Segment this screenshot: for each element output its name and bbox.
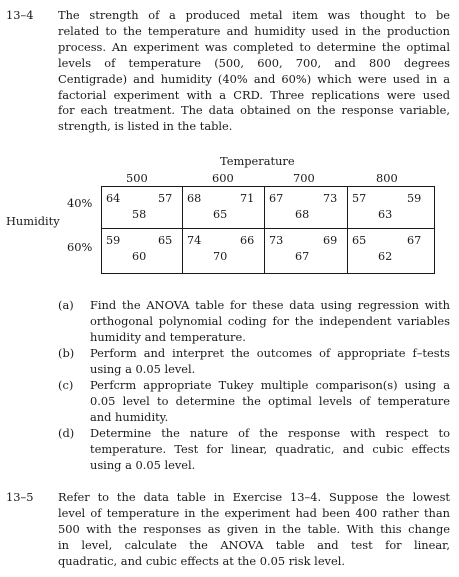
table-cell: 69 xyxy=(323,234,338,247)
text-line: Perfcrm appropriate Tukey multiple comparison(s) using a xyxy=(90,378,450,392)
text-line: Determine the nature of the response with respect to xyxy=(90,426,450,440)
table-cell: 58 xyxy=(132,208,147,221)
text-line: Refer to the data table in Exercise 13–4. Suppose the lowest xyxy=(58,490,450,504)
question-text xyxy=(90,298,450,346)
table-cell: 67 xyxy=(269,192,284,205)
table-cell: 70 xyxy=(213,250,228,263)
grid-divider xyxy=(347,187,348,273)
text-line: in level, calculate the ANOVA table and test for linear, xyxy=(58,537,450,552)
exercise-number: 13–5 xyxy=(6,490,34,504)
text-line: levels of temperature (500, 600, 700, and 800 degrees xyxy=(58,55,450,70)
column-header: 700 xyxy=(293,171,315,185)
text-line: Perform and interpret the outcomes of appropriate f–tests xyxy=(90,346,450,360)
exercise-number: 13–4 xyxy=(6,8,34,22)
grid-divider xyxy=(182,187,183,273)
text-line: Centigrade) and humidity (40% and 60%) which were used in a xyxy=(58,71,450,86)
table-cell: 62 xyxy=(378,250,393,263)
column-header: 600 xyxy=(212,171,234,185)
table-cell: 68 xyxy=(187,192,202,205)
table-cell: 67 xyxy=(295,250,310,263)
text-line: using a 0.05 level. xyxy=(90,457,196,472)
table-cell: 66 xyxy=(240,234,255,247)
table-cell: 60 xyxy=(132,250,147,263)
question-label: (d) xyxy=(58,426,75,440)
question-label: (c) xyxy=(58,378,74,392)
question-label: (a) xyxy=(58,298,74,312)
table-cell: 67 xyxy=(407,234,422,247)
row-factor-label: Humidity xyxy=(6,214,60,228)
question-text xyxy=(90,426,450,474)
question-text xyxy=(90,378,450,426)
table-cell: 73 xyxy=(269,234,284,247)
table-grid xyxy=(101,186,435,274)
table-cell: 74 xyxy=(187,234,202,247)
question-text xyxy=(90,346,450,378)
table-cell: 65 xyxy=(158,234,173,247)
text-line: strength, is listed in the table. xyxy=(58,119,233,134)
table-cell: 68 xyxy=(295,208,310,221)
text-line: and humidity. xyxy=(90,409,169,424)
table-cell: 65 xyxy=(213,208,228,221)
exercise-text xyxy=(58,8,450,135)
text-line: for each treatment. The data obtained on the response variable, xyxy=(58,103,450,118)
table-cell: 65 xyxy=(352,234,367,247)
text-line: Find the ANOVA table for these data using regression with xyxy=(90,298,450,312)
text-line: 500 with the responses as given in the table. With this change xyxy=(58,521,450,536)
text-line: orthogonal polynomial coding for the independent variables xyxy=(90,313,450,328)
exercise-text xyxy=(58,490,450,570)
table-cell: 57 xyxy=(158,192,173,205)
text-line: 0.05 level to determine the optimal levels of temperature xyxy=(90,393,450,408)
grid-divider xyxy=(102,228,434,229)
text-line: humidity and temperature. xyxy=(90,329,246,344)
text-line: process. An experiment was completed to determine the optimal xyxy=(58,39,450,54)
grid-divider xyxy=(264,187,265,273)
row-header: 40% xyxy=(67,196,93,210)
column-header: 800 xyxy=(376,171,398,185)
table-cell: 59 xyxy=(407,192,422,205)
text-line: The strength of a produced metal item was thought to be xyxy=(58,8,450,22)
text-line: temperature. Test for linear, quadratic, and cubic effects xyxy=(90,441,450,456)
table-cell: 73 xyxy=(323,192,338,205)
text-line: using a 0.05 level. xyxy=(90,361,196,376)
question-label: (b) xyxy=(58,346,75,360)
table-cell: 71 xyxy=(240,192,255,205)
table-cell: 64 xyxy=(106,192,121,205)
text-line: quadratic, and cubic effects at the 0.05 risk level. xyxy=(58,553,346,568)
text-line: level of temperature in the experiment had been 400 rather than xyxy=(58,505,450,520)
table-cell: 57 xyxy=(352,192,367,205)
row-header: 60% xyxy=(67,240,93,254)
column-factor-label: Temperature xyxy=(220,154,295,168)
text-line: factorial experiment with a CRD. Three replications were used xyxy=(58,87,450,102)
table-cell: 63 xyxy=(378,208,393,221)
table-cell: 59 xyxy=(106,234,121,247)
text-line: related to the temperature and humidity used in the production xyxy=(58,23,450,38)
column-header: 500 xyxy=(126,171,148,185)
